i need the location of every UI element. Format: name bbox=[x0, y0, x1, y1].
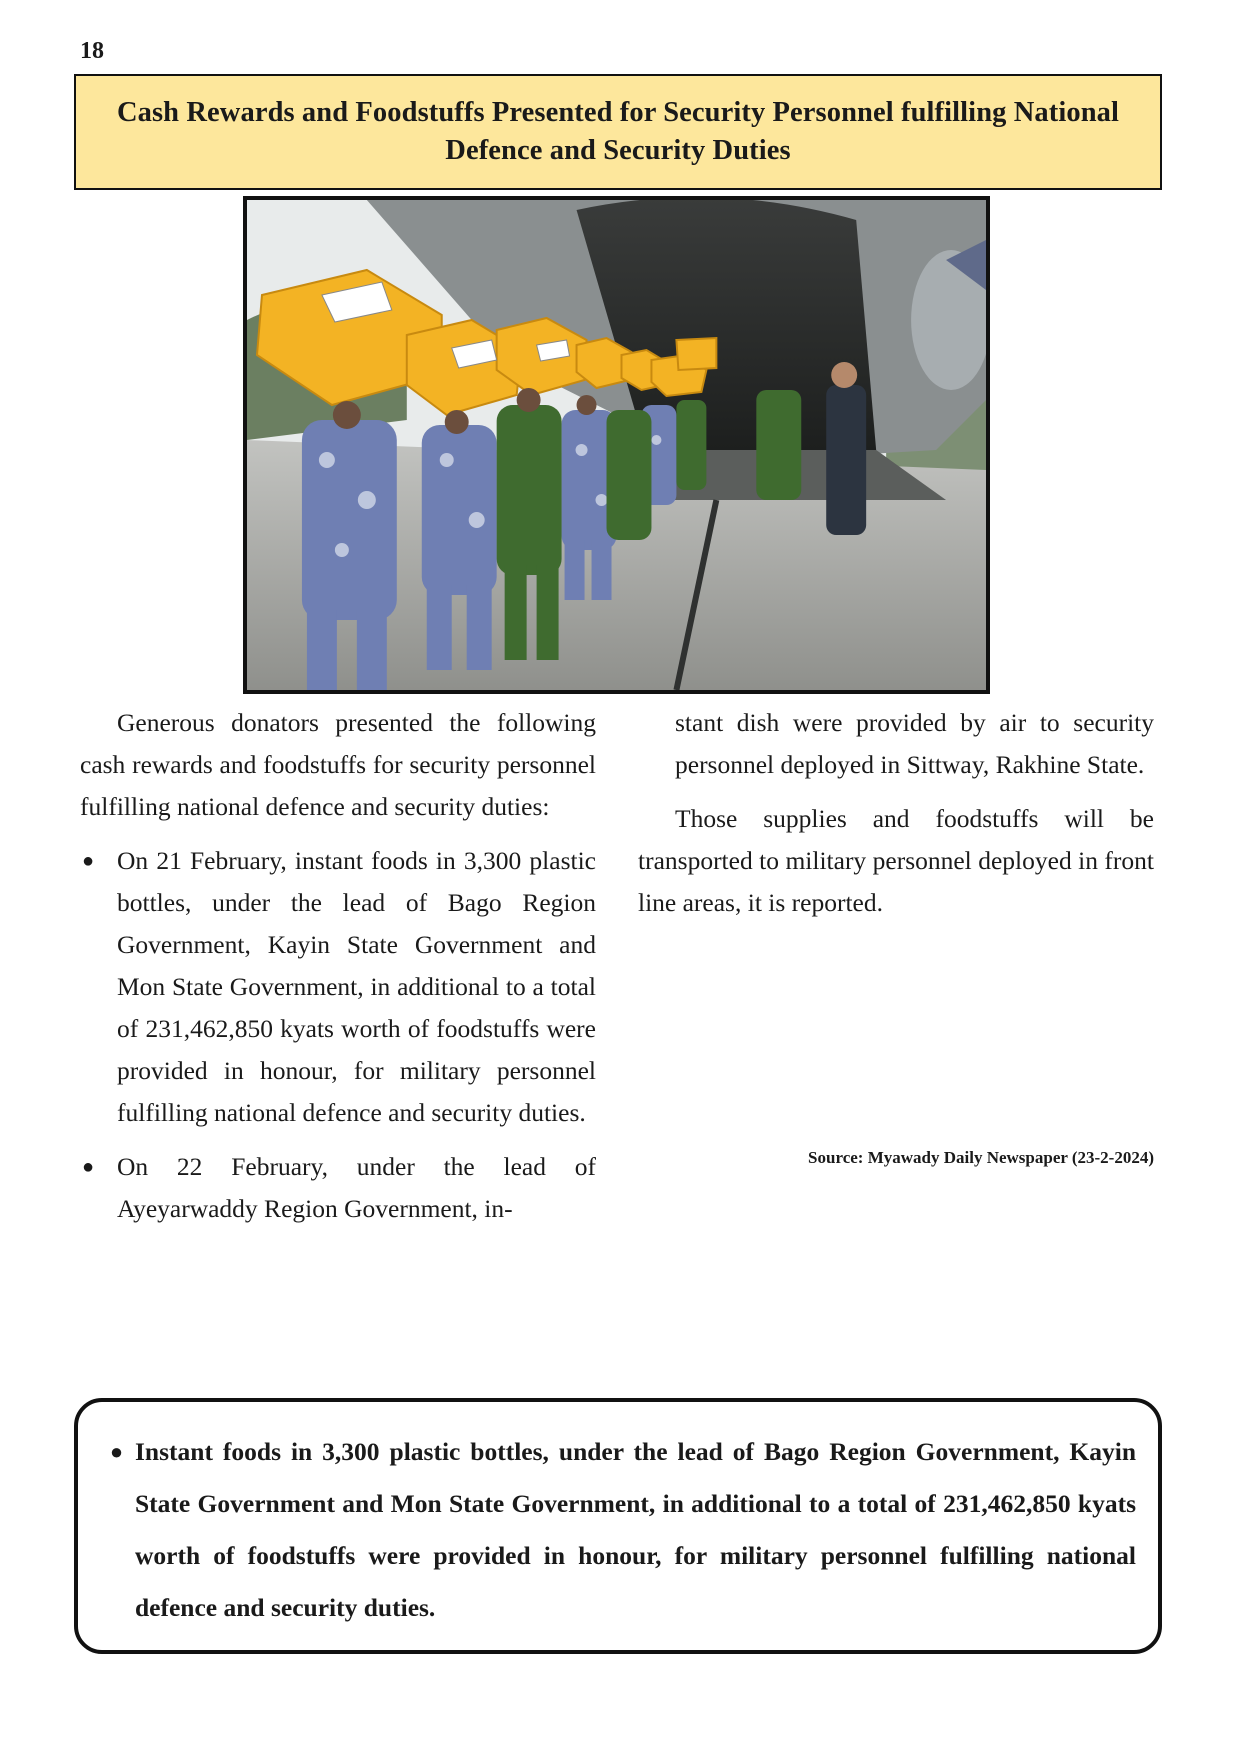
list-item bbox=[80, 1146, 596, 1230]
article-left-column bbox=[80, 702, 596, 1242]
bullet-icon: ● bbox=[82, 850, 95, 872]
soldiers-carrying-boxes-icon bbox=[247, 200, 986, 690]
highlight-callout-box bbox=[74, 1398, 1162, 1654]
title-banner bbox=[74, 74, 1162, 190]
bullet-continuation: stant dish were provided by air to security personnel deployed in Sittway, Rakhine State. bbox=[675, 708, 1154, 779]
source-citation: Source: Myawady Daily Newspaper (23-2-2024) bbox=[808, 1148, 1154, 1167]
article-right-column bbox=[638, 702, 1154, 936]
bullet-icon: ● bbox=[82, 1156, 95, 1178]
bullet-text: On 21 February, instant foods in 3,300 plastic bottles, under the lead of Bago Region Government, Kayin State Government and Mon State Government, in additional to a total of 231,462,850 kyats worth of foodstuffs were provided in honour, for military personnel fulfilling national defence and security duties. bbox=[117, 846, 596, 1127]
callout-text: Instant foods in 3,300 plastic bottles, under the lead of Bago Region Government, Kayin State Government and Mon State Government, in additional to a total of 231,462,850 kyats worth of foodstuffs were provided in honour, for military personnel fulfilling national defence and security duties. bbox=[135, 1437, 1136, 1622]
bullet-icon: ● bbox=[109, 1439, 124, 1464]
article-closing: Those supplies and foodstuffs will be transported to military personnel deployed in front line areas, it is reported. bbox=[638, 804, 1154, 917]
bullet-text: On 22 February, under the lead of Ayeyarwaddy Region Government, in- bbox=[117, 1152, 596, 1223]
page-title: Cash Rewards and Foodstuffs Presented for Security Personnel fulfilling National Defence and Security Duties bbox=[116, 97, 1120, 166]
news-photo bbox=[243, 196, 990, 694]
list-item bbox=[80, 840, 596, 1134]
page-number: 18 bbox=[80, 38, 104, 64]
article-bullet-list bbox=[80, 840, 596, 1230]
article-intro: Generous donators presented the following cash rewards and foodstuffs for security personnel fulfilling national defence and security duties: bbox=[80, 708, 596, 821]
